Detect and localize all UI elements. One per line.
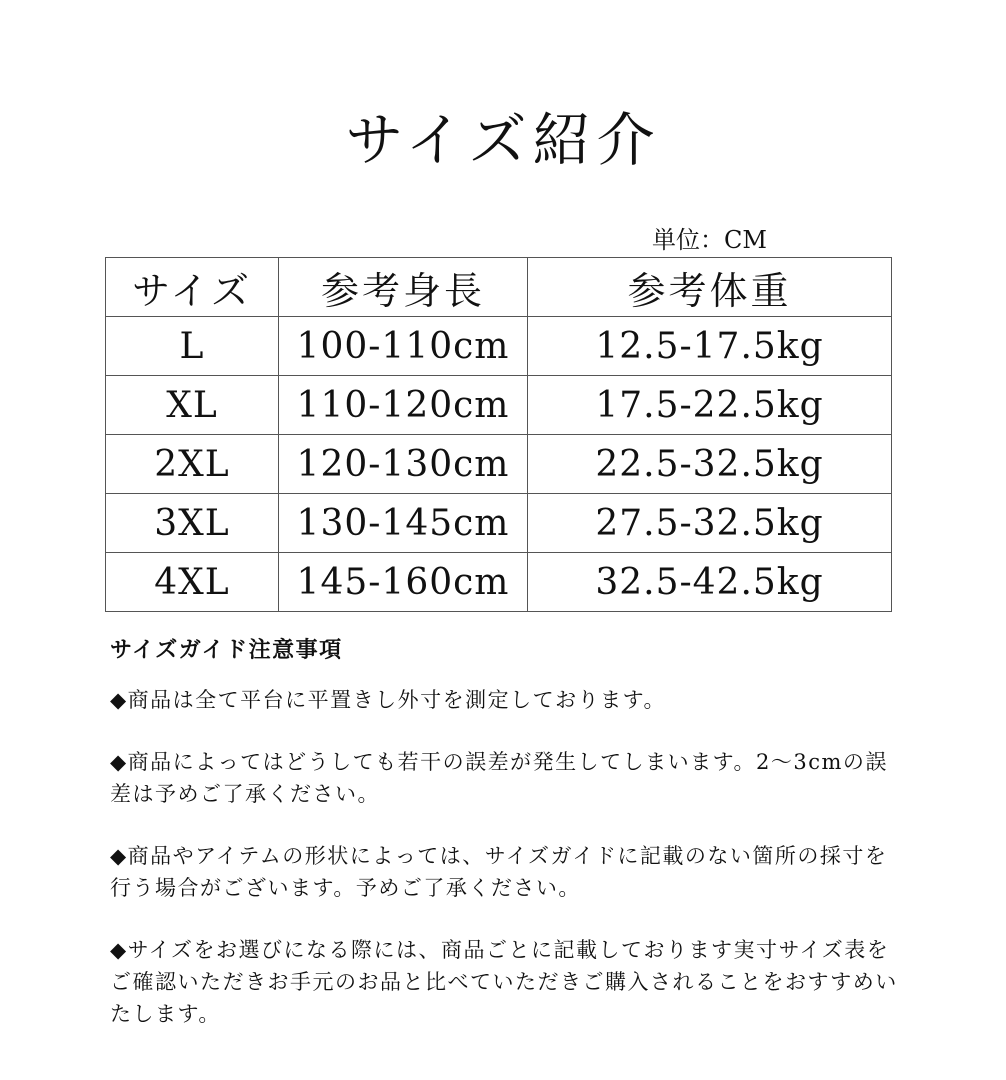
table-row — [106, 553, 892, 612]
weight-cell: 22.5-32.5kg — [528, 435, 892, 494]
page-title: サイズ紹介 — [345, 106, 661, 174]
height-cell: 120-130cm — [279, 435, 528, 494]
table-row — [106, 317, 892, 376]
note-item: ◆商品は全て平台に平置きし外寸を測定しております。 — [110, 688, 666, 712]
size-cell: 2XL — [106, 435, 279, 494]
weight-cell: 17.5-22.5kg — [528, 376, 892, 435]
weight-cell: 32.5-42.5kg — [528, 553, 892, 612]
size-cell: L — [106, 317, 279, 376]
table-header-row — [106, 258, 892, 317]
header-size: サイズ — [106, 258, 279, 317]
table-row — [106, 435, 892, 494]
note-item: ◆商品によってはどうしても若干の誤差が発生してしまいます。2～3cmの誤差は予めご了承ください。 — [110, 750, 888, 806]
height-cell: 110-120cm — [279, 376, 528, 435]
table-row — [106, 376, 892, 435]
height-cell: 145-160cm — [279, 553, 528, 612]
height-cell: 100-110cm — [279, 317, 528, 376]
unit-label: 単位：CM — [652, 226, 767, 254]
header-weight: 参考体重 — [528, 258, 892, 317]
size-cell: 4XL — [106, 553, 279, 612]
weight-cell: 27.5-32.5kg — [528, 494, 892, 553]
header-height: 参考身長 — [279, 258, 528, 317]
size-cell: 3XL — [106, 494, 279, 553]
table-row — [106, 494, 892, 553]
notes-heading: サイズガイド注意事項 — [110, 637, 343, 663]
note-item: ◆サイズをお選びになる際には、商品ごとに記載しております実寸サイズ表をご確認いただきお手元のお品と比べていただきご購入されることをおすすめいたします。 — [110, 938, 898, 1026]
weight-cell: 12.5-17.5kg — [528, 317, 892, 376]
height-cell: 130-145cm — [279, 494, 528, 553]
size-cell: XL — [106, 376, 279, 435]
size-table — [105, 257, 892, 612]
size-guide-notes — [110, 634, 900, 1060]
note-item: ◆商品やアイテムの形状によっては、サイズガイドに記載のない箇所の採寸を行う場合がございます。予めご了承ください。 — [110, 844, 888, 900]
